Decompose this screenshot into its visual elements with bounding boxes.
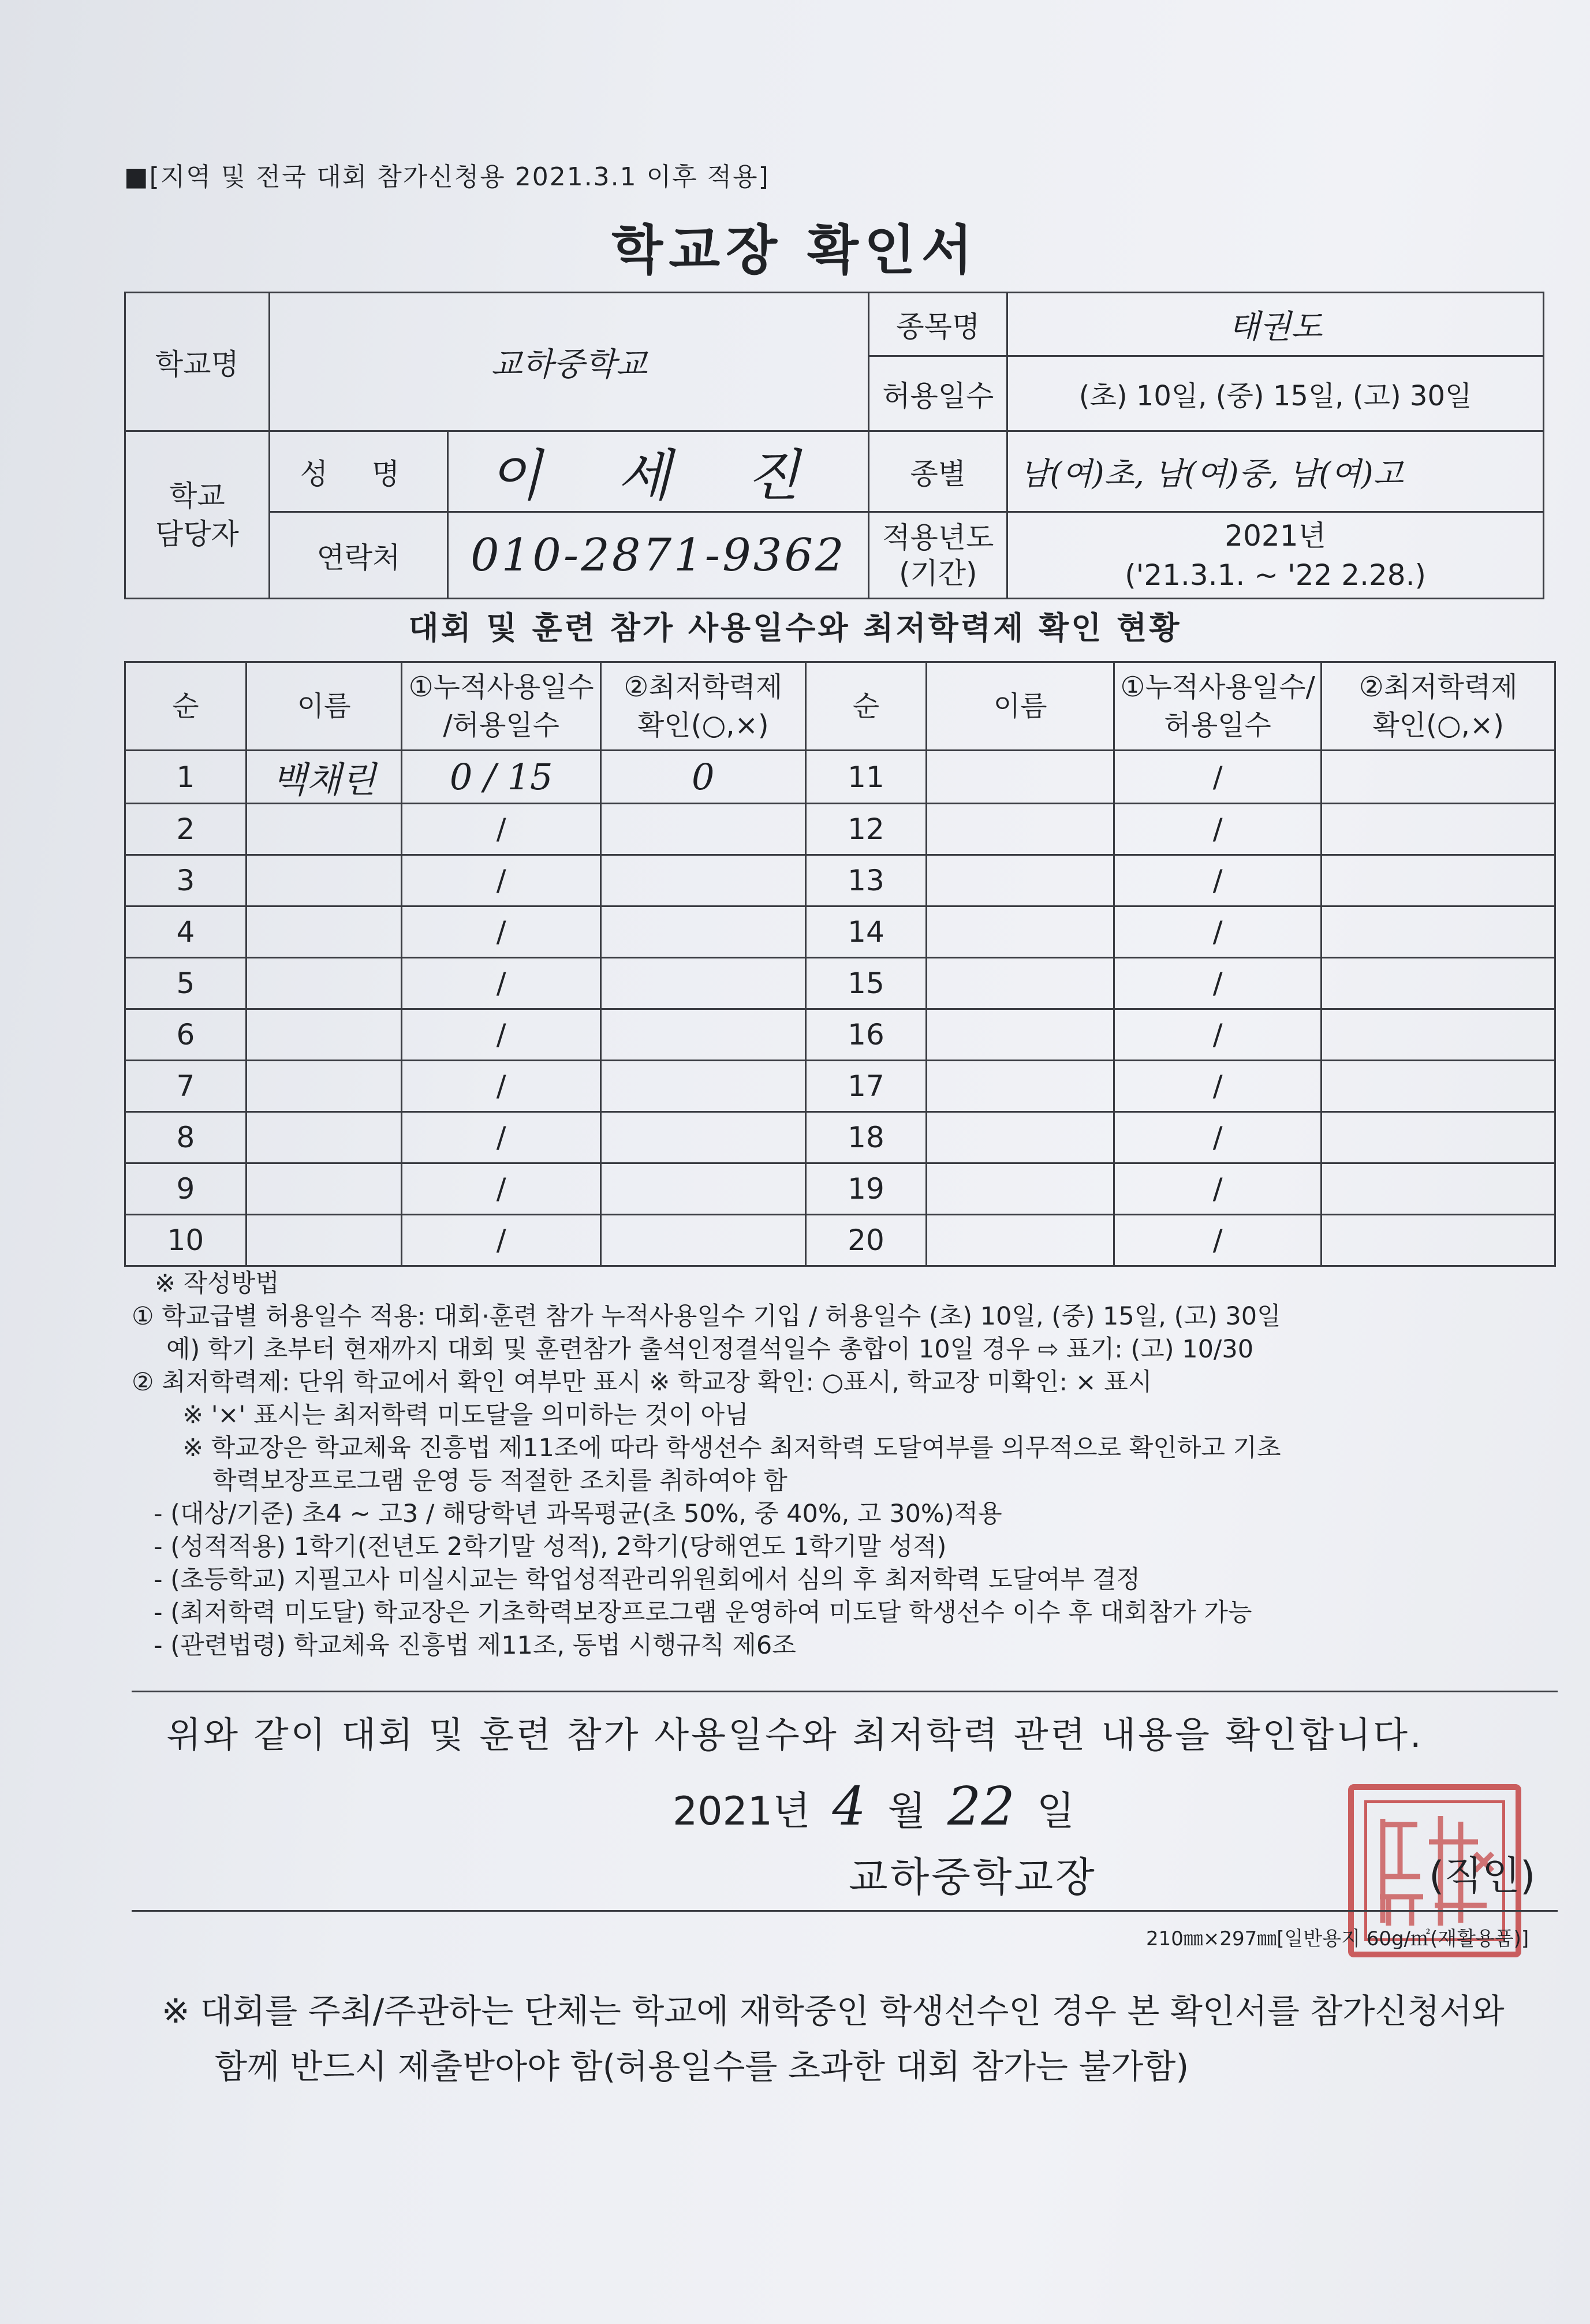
col-days-left: ①누적사용일수 /허용일수 (402, 662, 601, 751)
row-name-left (246, 1112, 402, 1163)
footer-line-1: ※ 대회를 주최/주관하는 단체는 학교에 재학중인 학생선수인 경우 본 확인서를 참가신청서와 (162, 1991, 1505, 2031)
contact-value: 010-2871-9362 (448, 512, 869, 599)
row-name-left (246, 855, 402, 907)
row-name-left (246, 1009, 402, 1061)
date-day: 22 (947, 1775, 1015, 1837)
row-check-left (600, 1009, 805, 1061)
table-header-row (125, 662, 1555, 751)
row-days-right: / (1114, 804, 1322, 855)
school-name-label: 학교명 (125, 293, 270, 431)
notes-heading: ※ 작성방법 (155, 1269, 279, 1298)
row-name-right (927, 855, 1114, 907)
detail-1: - (대상/기준) 초4 ~ 고3 / 해당학년 과목평균(초 50%, 중 40%, 고 30%)적용 (154, 1499, 1002, 1528)
col-name-left: 이름 (246, 662, 402, 751)
table-row (125, 751, 1555, 804)
row-days-left: / (402, 1215, 601, 1266)
gender-value: 남(여)초, 남(여)중, 남(여)고 (1007, 431, 1544, 512)
date-month: 4 (832, 1775, 866, 1837)
staff-name-signature: 이 세 진 (448, 431, 869, 512)
row-days-right: / (1114, 907, 1322, 958)
divider-bottom (132, 1910, 1558, 1912)
detail-5: - (관련법령) 학교체육 진흥법 제11조, 동법 시행규칙 제6조 (154, 1631, 796, 1660)
row-no-left: 4 (125, 907, 247, 958)
date-month-label: 월 (887, 1789, 926, 1834)
divider-top (132, 1691, 1558, 1692)
row-check-left: 0 (600, 751, 805, 804)
row-check-left (600, 855, 805, 907)
table-row (125, 958, 1555, 1009)
allowed-days-label: 허용일수 (869, 356, 1007, 431)
row-days-left: 0 / 15 (402, 751, 601, 804)
row-days-right: / (1114, 1061, 1322, 1112)
table-row (125, 1061, 1555, 1112)
row-no-left: 2 (125, 804, 247, 855)
row-check-left (600, 907, 805, 958)
row-name-right (927, 907, 1114, 958)
row-name-left (246, 1215, 402, 1266)
row-no-left: 10 (125, 1215, 247, 1266)
row-check-right (1322, 1163, 1555, 1215)
school-name-value: 교하중학교 (269, 293, 869, 431)
row-days-right: / (1114, 1163, 1322, 1215)
row-check-left (600, 1061, 805, 1112)
row-no-right: 20 (805, 1215, 927, 1266)
row-days-left: / (402, 855, 601, 907)
row-no-left: 5 (125, 958, 247, 1009)
sport-value: 태권도 (1007, 293, 1544, 356)
school-info-table (124, 292, 1544, 599)
table-row (125, 1215, 1555, 1266)
col-no-left: 순 (125, 662, 247, 751)
row-no-right: 12 (805, 804, 927, 855)
row-name-left (246, 907, 402, 958)
row-check-left (600, 1215, 805, 1266)
row-days-right: / (1114, 1215, 1322, 1266)
row-name-left (246, 804, 402, 855)
row-check-right (1322, 1112, 1555, 1163)
row-name-left: 백채린 (246, 751, 402, 804)
col-days-right: ①누적사용일수/ 허용일수 (1114, 662, 1322, 751)
col-name-right: 이름 (927, 662, 1114, 751)
status-heading: 대회 및 훈련 참가 사용일수와 최저학력제 확인 현황 (408, 610, 1182, 646)
row-days-right: / (1114, 855, 1322, 907)
row-check-right (1322, 1215, 1555, 1266)
detail-3: - (초등학교) 지필고사 미실시교는 학업성적관리위원회에서 심의 후 최저학력 도달여부 결정 (154, 1565, 1140, 1594)
instructions (132, 1267, 1552, 1662)
row-check-right (1322, 907, 1555, 958)
row-no-right: 19 (805, 1163, 927, 1215)
row-days-left: / (402, 958, 601, 1009)
row-name-right (927, 1009, 1114, 1061)
row-no-right: 16 (805, 1009, 927, 1061)
note-2-b: ※ 학교장은 학교체육 진흥법 제11조에 따라 학생선수 최저학력 도달여부를 의무적으로 확인하고 기초 (182, 1434, 1281, 1463)
period-range: ('21.3.1. ~ '22 2.28.) (1125, 558, 1426, 592)
allowed-days-value: (초) 10일, (중) 15일, (고) 30일 (1007, 356, 1544, 431)
sport-label: 종목명 (869, 293, 1007, 356)
row-check-left (600, 804, 805, 855)
col-check-right: ②최저학력제 확인(○,×) (1322, 662, 1555, 751)
staff-name-label: 성 명 (269, 431, 448, 512)
row-check-right (1322, 1061, 1555, 1112)
footer-note (162, 1983, 1505, 2094)
row-no-left: 9 (125, 1163, 247, 1215)
row-no-left: 7 (125, 1061, 247, 1112)
participation-table (124, 661, 1556, 1267)
table-row (125, 1112, 1555, 1163)
period-year: 2021년 (1225, 518, 1326, 553)
footer-line-2: 함께 반드시 제출받아야 함(허용일수를 초과한 대회 참가는 불가함) (215, 2047, 1189, 2086)
note-2-b-cont: 학력보장프로그램 운영 등 적절한 조치를 취하여야 함 (212, 1467, 787, 1495)
paper-spec: 210㎜×297㎜[일반용지 60g/㎡(재활용품)] (1146, 1927, 1529, 1950)
confirmation-statement: 위와 같이 대회 및 훈련 참가 사용일수와 최저학력 관련 내용을 확인합니다. (166, 1714, 1424, 1756)
staff-label: 학교 담당자 (125, 431, 270, 599)
row-days-left: / (402, 907, 601, 958)
row-name-left (246, 1163, 402, 1215)
table-row (125, 804, 1555, 855)
row-days-right: / (1114, 1009, 1322, 1061)
row-days-left: / (402, 1112, 601, 1163)
row-check-left (600, 958, 805, 1009)
row-name-left (246, 958, 402, 1009)
row-name-right (927, 751, 1114, 804)
date-day-label: 일 (1036, 1789, 1075, 1834)
row-days-left: / (402, 1061, 601, 1112)
document-title: 학교장 확인서 (611, 219, 979, 281)
row-check-right (1322, 855, 1555, 907)
detail-2: - (성적적용) 1학기(전년도 2학기말 성적), 2학기(당해연도 1학기말 성적) (154, 1532, 947, 1561)
row-no-right: 11 (805, 751, 927, 804)
header-note: ■[지역 및 전국 대회 참가신청용 2021.3.1 이후 적용] (124, 162, 770, 192)
row-check-left (600, 1112, 805, 1163)
row-no-right: 15 (805, 958, 927, 1009)
period-label: 적용년도 (기간) (869, 512, 1007, 599)
table-row (125, 907, 1555, 958)
row-check-right (1322, 1009, 1555, 1061)
gender-label: 종별 (869, 431, 1007, 512)
date-year: 2021년 (673, 1789, 811, 1834)
row-no-right: 18 (805, 1112, 927, 1163)
signer-title: 교하중학교장 (849, 1853, 1097, 1901)
table-row (125, 1163, 1555, 1215)
note-1: ① 학교급별 허용일수 적용: 대회·훈련 참가 누적사용일수 기입 / 허용일수 (초) 10일, (중) 15일, (고) 30일 (132, 1302, 1281, 1331)
row-no-left: 3 (125, 855, 247, 907)
period-value-cell (1007, 512, 1544, 599)
row-name-right (927, 1163, 1114, 1215)
table-row (125, 1009, 1555, 1061)
col-no-right: 순 (805, 662, 927, 751)
row-days-right: / (1114, 1112, 1322, 1163)
row-days-left: / (402, 1163, 601, 1215)
row-name-right (927, 958, 1114, 1009)
row-days-right: / (1114, 958, 1322, 1009)
row-check-right (1322, 804, 1555, 855)
row-days-left: / (402, 1009, 601, 1061)
row-name-right (927, 1215, 1114, 1266)
row-no-right: 14 (805, 907, 927, 958)
row-no-left: 6 (125, 1009, 247, 1061)
row-days-left: / (402, 804, 601, 855)
note-2: ② 최저학력제: 단위 학교에서 확인 여부만 표시 ※ 학교장 확인: ○표시, 학교장 미확인: × 표시 (132, 1368, 1152, 1397)
row-name-right (927, 1112, 1114, 1163)
row-check-right (1322, 751, 1555, 804)
row-no-left: 8 (125, 1112, 247, 1163)
row-check-right (1322, 958, 1555, 1009)
seal-label: (직인) (1429, 1853, 1536, 1899)
note-1-example: 예) 학기 초부터 현재까지 대회 및 훈련참가 출석인정결석일수 총합이 10일 경우 ⇨ 표기: (고) 10/30 (166, 1335, 1254, 1364)
detail-4: - (최저학력 미도달) 학교장은 기초학력보장프로그램 운영하여 미도달 학생선수 이수 후 대회참가 가능 (154, 1598, 1252, 1627)
table-row (125, 855, 1555, 907)
row-no-right: 17 (805, 1061, 927, 1112)
signature-date (673, 1775, 1074, 1837)
contact-label: 연락처 (269, 512, 448, 599)
note-2-a: ※ '×' 표시는 최저학력 미도달을 의미하는 것이 아님 (182, 1401, 749, 1430)
row-name-right (927, 804, 1114, 855)
row-no-left: 1 (125, 751, 247, 804)
row-no-right: 13 (805, 855, 927, 907)
row-check-left (600, 1163, 805, 1215)
row-name-right (927, 1061, 1114, 1112)
row-name-left (246, 1061, 402, 1112)
col-check-left: ②최저학력제 확인(○,×) (600, 662, 805, 751)
row-days-right: / (1114, 751, 1322, 804)
